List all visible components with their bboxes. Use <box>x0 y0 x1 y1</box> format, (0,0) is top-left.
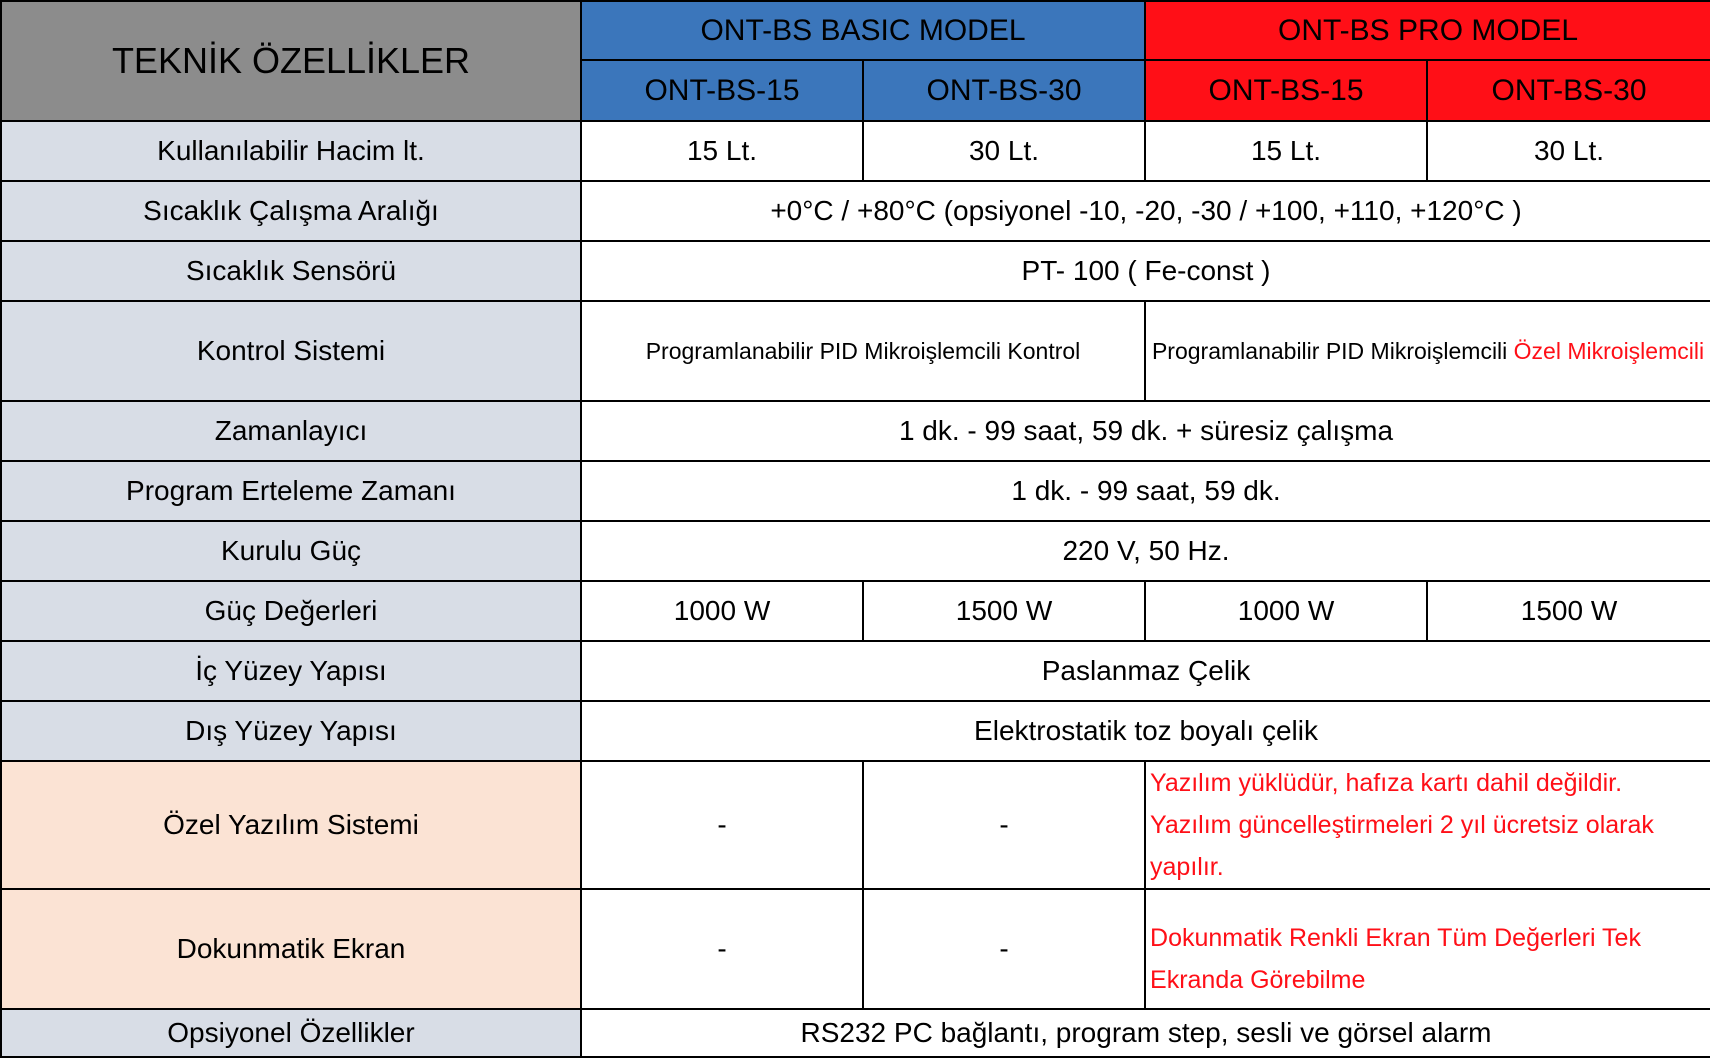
row-label-installed-power: Kurulu Güç <box>1 521 581 581</box>
touchscreen-pro-value: Dokunmatik Renkli Ekran Tüm Değerleri Tek Ekranda Görebilme <box>1145 889 1710 1009</box>
row-label-power-values: Güç Değerleri <box>1 581 581 641</box>
touchscreen-basic-15: - <box>581 889 863 1009</box>
table-row <box>1 641 1710 701</box>
temperature-range-value: +0°C / +80°C (opsiyonel -10, -20, -30 / +100, +110, +120°C ) <box>581 181 1710 241</box>
basic-model-header: ONT-BS BASIC MODEL <box>581 1 1145 60</box>
model-header-pro-30: ONT-BS-30 <box>1427 60 1710 121</box>
software-basic-30: - <box>863 761 1145 889</box>
table-row <box>1 581 1710 641</box>
volume-basic-30: 30 Lt. <box>863 121 1145 181</box>
row-label-volume: Kullanılabilir Hacim lt. <box>1 121 581 181</box>
power-pro-15: 1000 W <box>1145 581 1427 641</box>
outer-surface-value: Elektrostatik toz boyalı çelik <box>581 701 1710 761</box>
row-label-options: Opsiyonel Özellikler <box>1 1009 581 1057</box>
table-row <box>1 121 1710 181</box>
volume-pro-30: 30 Lt. <box>1427 121 1710 181</box>
table-row <box>1 761 1710 889</box>
row-label-touchscreen: Dokunmatik Ekran <box>1 889 581 1009</box>
model-header-basic-30: ONT-BS-30 <box>863 60 1145 121</box>
program-delay-value: 1 dk. - 99 saat, 59 dk. <box>581 461 1710 521</box>
table-row <box>1 889 1710 1009</box>
installed-power-value: 220 V, 50 Hz. <box>581 521 1710 581</box>
row-label-control-system: Kontrol Sistemi <box>1 301 581 401</box>
temperature-sensor-value: PT- 100 ( Fe-const ) <box>581 241 1710 301</box>
control-system-pro-highlight: Özel Mikroişlemcili <box>1513 338 1705 364</box>
control-system-pro <box>1145 301 1710 401</box>
table-row <box>1 401 1710 461</box>
row-label-temperature-range: Sıcaklık Çalışma Aralığı <box>1 181 581 241</box>
header-row-models <box>1 1 1710 60</box>
row-label-outer-surface: Dış Yüzey Yapısı <box>1 701 581 761</box>
row-label-software: Özel Yazılım Sistemi <box>1 761 581 889</box>
timer-value: 1 dk. - 99 saat, 59 dk. + süresiz çalışma <box>581 401 1710 461</box>
table-row <box>1 241 1710 301</box>
row-label-program-delay: Program Erteleme Zamanı <box>1 461 581 521</box>
table-row <box>1 181 1710 241</box>
power-basic-30: 1500 W <box>863 581 1145 641</box>
row-label-inner-surface: İç Yüzey Yapısı <box>1 641 581 701</box>
touchscreen-basic-30: - <box>863 889 1145 1009</box>
power-basic-15: 1000 W <box>581 581 863 641</box>
pro-model-header: ONT-BS PRO MODEL <box>1145 1 1710 60</box>
row-label-timer: Zamanlayıcı <box>1 401 581 461</box>
volume-pro-15: 15 Lt. <box>1145 121 1427 181</box>
software-basic-15: - <box>581 761 863 889</box>
row-label-temperature-sensor: Sıcaklık Sensörü <box>1 241 581 301</box>
table-row <box>1 461 1710 521</box>
control-system-pro-text: Programlanabilir PID Mikroişlemcili <box>1151 338 1508 364</box>
model-header-basic-15: ONT-BS-15 <box>581 60 863 121</box>
inner-surface-value: Paslanmaz Çelik <box>581 641 1710 701</box>
volume-basic-15: 15 Lt. <box>581 121 863 181</box>
table-title: TEKNİK ÖZELLİKLER <box>1 1 581 121</box>
table-row <box>1 301 1710 401</box>
table-row <box>1 1009 1710 1057</box>
model-header-pro-15: ONT-BS-15 <box>1145 60 1427 121</box>
software-pro-value: Yazılım yüklüdür, hafıza kartı dahil değildir. Yazılım güncelleştirmeleri 2 yıl ücretsiz olarak yapılır. <box>1145 761 1710 889</box>
control-system-basic: Programlanabilir PID Mikroişlemcili Kontrol <box>581 301 1145 401</box>
table-row <box>1 521 1710 581</box>
power-pro-30: 1500 W <box>1427 581 1710 641</box>
options-value: RS232 PC bağlantı, program step, sesli ve görsel alarm <box>581 1009 1710 1057</box>
table-row <box>1 701 1710 761</box>
